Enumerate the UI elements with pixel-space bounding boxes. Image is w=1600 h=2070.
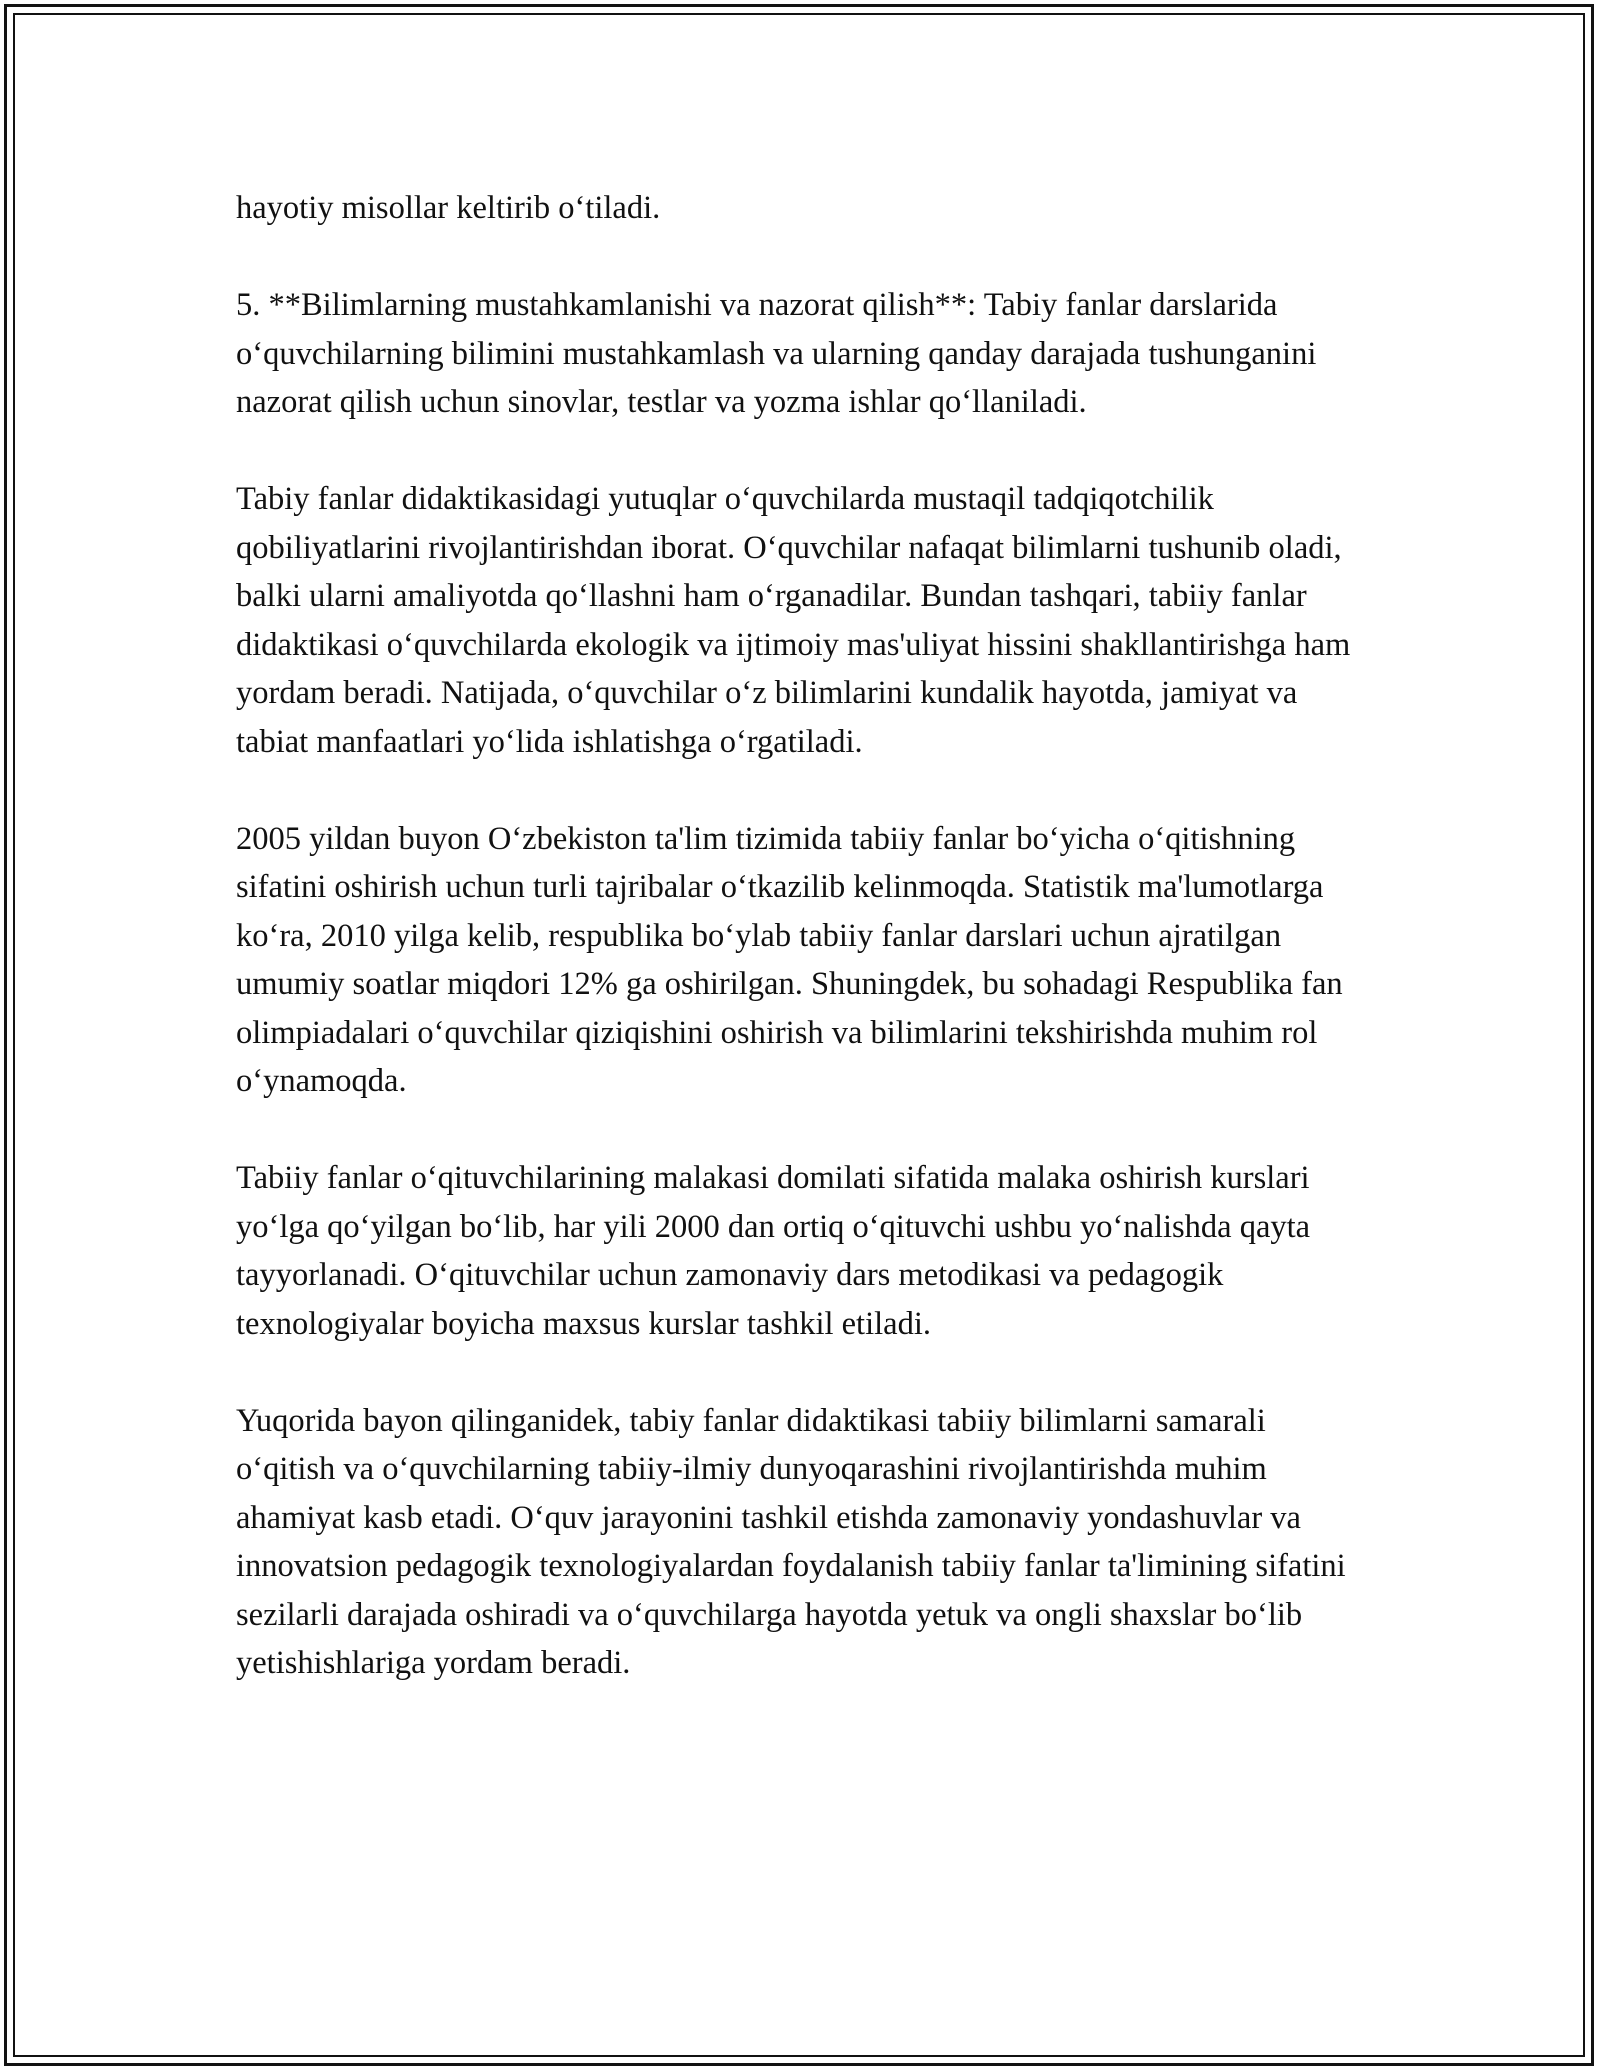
paragraph-statistics: 2005 yildan buyon O‘zbekiston ta'lim tizimida tabiiy fanlar bo‘yicha o‘qitishning sifatini oshirish uchun turli tajribalar o‘tkazilib kelinmoqda. Statistik ma'lumotlarga ko‘ra, 2010 yilga kelib, respublika bo‘ylab tabiiy fanlar darslari uchun ajratilgan umumiy soatlar miqdori 12% ga oshirilgan. Shuningdek, bu sohadagi Respublika fan olimpiadalari o‘quvchilar qiziqishini oshirish va bilimlarini tekshirishda muhim rol o‘ynamoqda.: [236, 820, 1343, 1099]
paragraph-conclusion: Yuqorida bayon qilinganidek, tabiy fanlar didaktikasi tabiiy bilimlarni samarali o‘qitish va o‘quvchilarning tabiiy-ilmiy dunyoqarashini rivojlantirishda muhim ahamiyat kasb etadi. O‘quv jarayonini tashkil etishda zamonaviy yondashuvlar va innovatsion pedagogik texnologiyalardan foydalanish tabiiy fanlar ta'limining sifatini sezilarli darajada oshiradi va o‘quvchilarga hayotda yetuk va ongli shaxslar bo‘lib yetishishlariga yordam beradi.: [236, 1402, 1346, 1681]
paragraph-list-item-5: 5. **Bilimlarning mustahkamlanishi va nazorat qilish**: Tabiy fanlar darslarida o‘quvchilarning bilimini mustahkamlash va ularning qanday darajada tushunganini nazorat qilish uchun sinovlar, testlar va yozma ishlar qo‘llaniladi.: [236, 287, 1317, 420]
document-body: [236, 184, 1366, 1688]
paragraph-teacher-training: Tabiiy fanlar o‘qituvchilarining malakasi domilati sifatida malaka oshirish kurslari yo‘lga qo‘yilgan bo‘lib, har yili 2000 dan ortiq o‘qituvchi ushbu yo‘nalishda qayta tayyorlanadi. O‘qituvchilar uchun zamonaviy dars metodikasi va pedagogik texnologiyalar boyicha maxsus kurslar tashkil etiladi.: [236, 1160, 1311, 1342]
paragraph-achievements: Tabiy fanlar didaktikasidagi yutuqlar o‘quvchilarda mustaqil tadqiqotchilik qobiliyatlarini rivojlantirishdan iborat. O‘quvchilar nafaqat bilimlarni tushunib oladi, balki ularni amaliyotda qo‘llashni ham o‘rganadilar. Bundan tashqari, tabiiy fanlar didaktikasi o‘quvchilarda ekologik va ijtimoiy mas'uliyat hissini shakllantirishga ham yordam beradi. Natijada, o‘quvchilar o‘z bilimlarini kundalik hayotda, jamiyat va tabiat manfaatlari yo‘lida ishlatishga o‘rgatiladi.: [236, 481, 1351, 760]
paragraph-continuation: hayotiy misollar keltirib o‘tiladi.: [236, 190, 661, 226]
